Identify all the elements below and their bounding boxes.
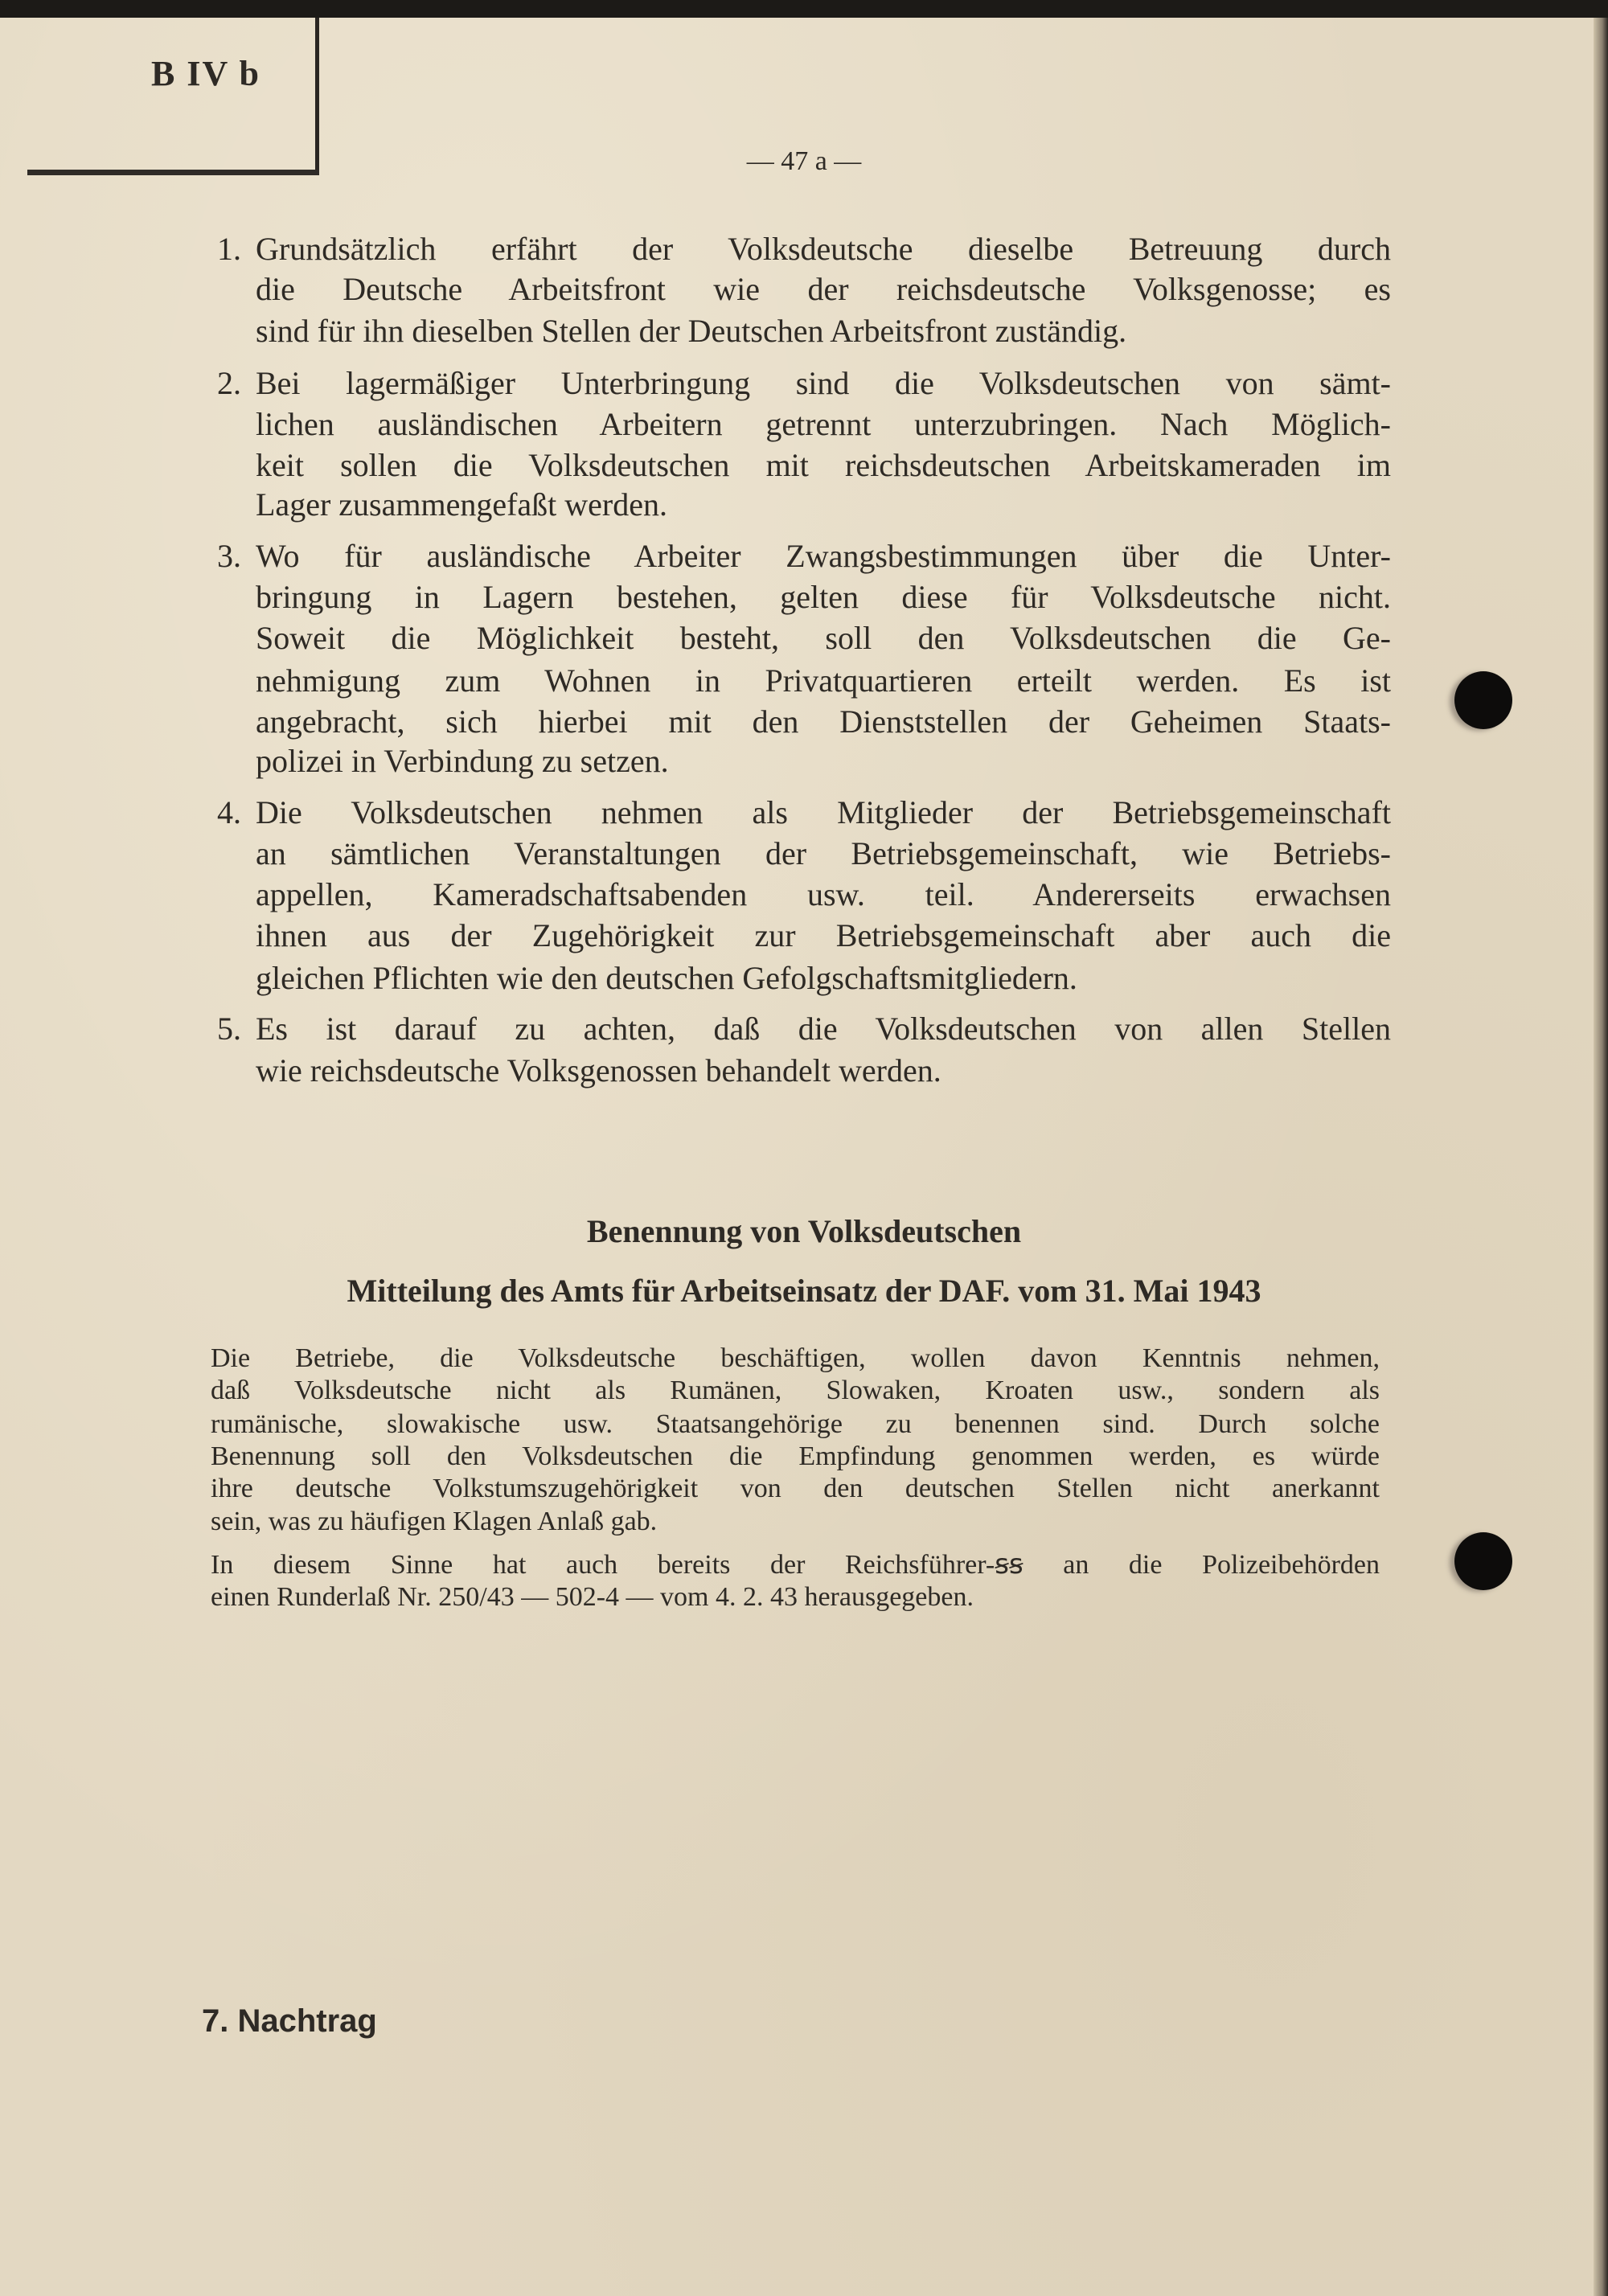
list-item-line: Soweit die Möglichkeit besteht, soll den Volksdeutschen die Ge-: [256, 620, 1391, 656]
list-item-line: gleichen Pflichten wie den deutschen Gefolgschaftsmitgliedern.: [256, 960, 1077, 996]
list-item-line: Es ist darauf zu achten, daß die Volksdeutschen von allen Stellen: [256, 1011, 1391, 1047]
supplement-label: 7. Nachtrag: [202, 2003, 377, 2039]
list-item-line: bringung in Lagern bestehen, gelten diese für Volksdeutsche nicht.: [256, 579, 1391, 615]
notice-paragraph-line: Benennung soll den Volksdeutschen die Empfindung genommen werden, es würde: [211, 1441, 1380, 1471]
punch-hole: [1454, 671, 1512, 729]
notice-paragraph-line: rumänische, slowakische usw. Staatsangehörige zu benennen sind. Durch solche: [211, 1409, 1380, 1439]
list-item-line: die Deutsche Arbeitsfront wie der reichsdeutsche Volksgenosse; es: [256, 271, 1391, 307]
list-item-line: Grundsätzlich erfährt der Volksdeutsche dieselbe Betreuung durch: [256, 231, 1391, 267]
document-page: [0, 18, 1594, 2296]
list-item-line: appellen, Kameradschaftsabenden usw. teil. Andererseits erwachsen: [256, 876, 1391, 912]
notice-paragraph-line: In diesem Sinne hat auch bereits der Reichsführer-ꞩꞩ an die Polizeibehörden: [211, 1550, 1380, 1580]
notice-paragraph-line: ihre deutsche Volkstumszugehörigkeit von den deutschen Stellen nicht anerkannt: [211, 1474, 1380, 1503]
punch-hole: [1454, 1532, 1512, 1590]
section-code: B IV b: [151, 54, 260, 93]
notice-paragraph-line: einen Runderlaß Nr. 250/43 — 502-4 — vom 4. 2. 43 herausgegeben.: [211, 1582, 974, 1612]
page-edge: [1594, 18, 1608, 2296]
list-item-line: lichen ausländischen Arbeitern getrennt unterzubringen. Nach Möglich-: [256, 406, 1391, 442]
list-item-line: Wo für ausländische Arbeiter Zwangsbestimmungen über die Unter-: [256, 538, 1391, 574]
list-item-number: 1.: [217, 231, 241, 267]
list-item-line: wie reichsdeutsche Volksgenossen behandelt werden.: [256, 1052, 941, 1089]
notice-paragraph-line: sein, was zu häufigen Klagen Anlaß gab.: [211, 1507, 658, 1536]
list-item-line: Die Volksdeutschen nehmen als Mitglieder der Betriebsgemeinschaft: [256, 794, 1391, 830]
list-item-line: an sämtlichen Veranstaltungen der Betriebsgemeinschaft, wie Betriebs-: [256, 835, 1391, 871]
notice-subtitle: Mitteilung des Amts für Arbeitseinsatz der DAF. vom 31. Mai 1943: [347, 1273, 1261, 1309]
notice-paragraph-line: daß Volksdeutsche nicht als Rumänen, Slowaken, Kroaten usw., sondern als: [211, 1376, 1380, 1405]
list-item-line: angebracht, sich hierbei mit den Dienststellen der Geheimen Staats-: [256, 703, 1391, 740]
list-item-number: 3.: [217, 538, 241, 574]
list-item-line: sind für ihn dieselben Stellen der Deutschen Arbeitsfront zuständig.: [256, 313, 1127, 349]
list-item-line: Bei lagermäßiger Unterbringung sind die Volksdeutschen von sämt-: [256, 365, 1391, 401]
page-number: — 47 a —: [746, 146, 862, 176]
list-item-line: nehmigung zum Wohnen in Privatquartieren erteilt werden. Es ist: [256, 662, 1391, 699]
list-item-number: 2.: [217, 365, 241, 401]
list-item-line: polizei in Verbindung zu setzen.: [256, 743, 669, 779]
list-item-line: ihnen aus der Zugehörigkeit zur Betriebsgemeinschaft aber auch die: [256, 917, 1391, 953]
list-item-line: Lager zusammengefaßt werden.: [256, 486, 667, 523]
list-item-line: keit sollen die Volksdeutschen mit reichsdeutschen Arbeitskameraden im: [256, 447, 1391, 483]
list-item-number: 4.: [217, 794, 241, 830]
notice-paragraph-line: Die Betriebe, die Volksdeutsche beschäftigen, wollen davon Kenntnis nehmen,: [211, 1343, 1380, 1373]
notice-title: Benennung von Volksdeutschen: [586, 1213, 1022, 1249]
list-item-number: 5.: [217, 1011, 241, 1047]
